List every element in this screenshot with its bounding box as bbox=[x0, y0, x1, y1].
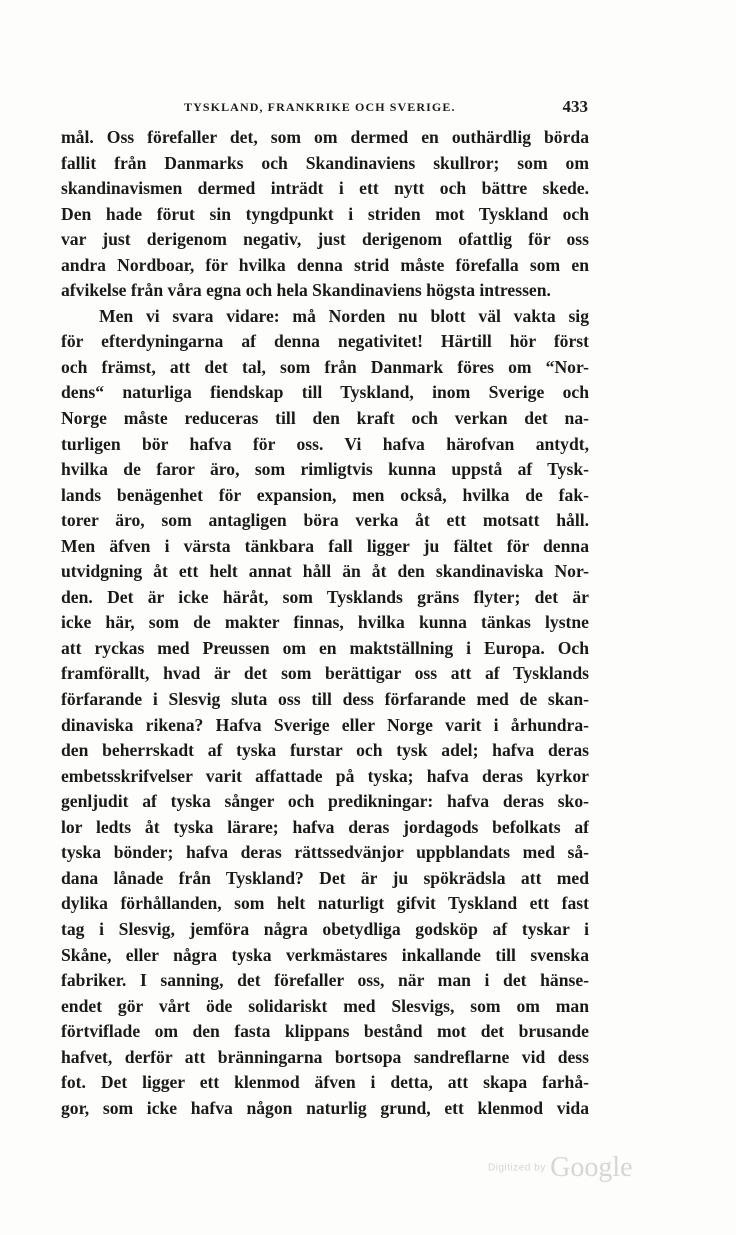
running-title: TYSKLAND, FRANKRIKE OCH SVERIGE. bbox=[184, 100, 456, 114]
text-line: skandinavismen dermed inträdt i ett nytt och bättre skede. bbox=[61, 178, 589, 199]
text-line: genljudit af tyska sånger och predikningar: hafva deras sko- bbox=[61, 791, 589, 812]
text-line: den. Det är icke häråt, som Tysklands gräns flyter; det är bbox=[61, 586, 589, 607]
text-line: endet gör vårt öde solidariskt med Slesvigs, som om man bbox=[61, 995, 589, 1016]
digitized-watermark bbox=[488, 1152, 633, 1184]
google-logo: Google bbox=[550, 1152, 633, 1183]
body-text bbox=[61, 125, 589, 1121]
text-line: andra Nordboar, för hvilka denna strid måste förefalla som en bbox=[61, 254, 589, 275]
text-line: framförallt, hvad är det som berättigar oss att af Tysklands bbox=[61, 663, 589, 684]
text-line: Skåne, eller några tyska verkmästares inkallande till svenska bbox=[61, 944, 589, 965]
text-line: lands benägenhet för expansion, men också, hvilka de fak- bbox=[61, 484, 589, 505]
text-line: fot. Det ligger ett klenmod äfven i detta, att skapa farhå- bbox=[61, 1072, 589, 1093]
text-line: Norge måste reduceras till den kraft och verkan det na- bbox=[61, 408, 589, 429]
text-line: och främst, att det tal, som från Danmark föres om “Nor- bbox=[61, 356, 589, 377]
text-line: förfarande i Slesvig sluta oss till dess förfarande med de skan- bbox=[61, 689, 589, 710]
text-line: Men äfven i värsta tänkbara fall ligger ju fältet för denna bbox=[61, 535, 589, 556]
text-line: afvikelse från våra egna och hela Skandinaviens högsta intressen. bbox=[61, 280, 551, 301]
text-line: den beherrskadt af tyska furstar och tysk adel; hafva deras bbox=[61, 740, 589, 761]
text-line: utvidgning åt ett helt annat håll än åt den skandinaviska Nor- bbox=[61, 561, 589, 582]
text-line: för efterdyningarna af denna negativitet! Härtill hör först bbox=[61, 331, 589, 352]
text-line: mål. Oss förefaller det, som om dermed en outhärdlig börda bbox=[61, 127, 589, 147]
text-line: lor ledts åt tyska lärare; hafva deras jordagods befolkats af bbox=[61, 816, 589, 837]
watermark-prefix: Digitized by bbox=[488, 1162, 546, 1174]
text-line: dana lånade från Tyskland? Det är ju spökrädsla att med bbox=[61, 867, 589, 888]
text-line: turligen bör hafva för oss. Vi hafva härofvan antydt, bbox=[61, 433, 589, 454]
text-line: Men vi svara vidare: må Norden nu blott väl vakta sig bbox=[99, 305, 589, 326]
text-line: fallit från Danmarks och Skandinaviens skullror; som om bbox=[61, 152, 589, 173]
text-line: tag i Slesvig, jemföra några obetydliga godsköp af tyskar i bbox=[61, 918, 589, 939]
text-line: fabriker. I sanning, det förefaller oss, när man i det hänse- bbox=[61, 970, 589, 991]
text-line: embetsskrifvelser varit affattade på tyska; hafva deras kyrkor bbox=[61, 765, 589, 786]
text-line: Den hade förut sin tyngdpunkt i striden mot Tyskland och bbox=[61, 203, 589, 224]
text-line: icke här, som de makter finnas, hvilka kunna tänkas lystne bbox=[61, 612, 589, 633]
text-line: dens“ naturliga fiendskap till Tyskland, inom Sverige och bbox=[61, 382, 589, 403]
page-number: 433 bbox=[562, 97, 588, 116]
text-line: dinaviska rikena? Hafva Sverige eller Norge varit i århundra- bbox=[61, 714, 589, 735]
text-line: torer äro, som antagligen böra verka åt ett motsatt håll. bbox=[61, 510, 589, 531]
text-line: tyska bönder; hafva deras rättssedvänjor uppblandats med så- bbox=[61, 842, 589, 863]
text-line: hafvet, derför att bränningarna bortsopa sandreflarne vid dess bbox=[61, 1046, 589, 1067]
text-line: hvilka de faror äro, som rimligtvis kunna uppstå af Tysk- bbox=[61, 459, 589, 480]
running-header bbox=[120, 97, 600, 121]
text-line: förtviflade om den fasta klippans bestånd mot det brusande bbox=[61, 1021, 589, 1042]
text-line: gor, som icke hafva någon naturlig grund, ett klenmod vida bbox=[61, 1097, 589, 1118]
text-line: att ryckas med Preussen om en maktställning i Europa. Och bbox=[61, 637, 589, 658]
text-line: var just derigenom negativ, just derigenom ofattlig för oss bbox=[61, 229, 589, 250]
text-line: dylika förhållanden, som helt naturligt gifvit Tyskland ett fast bbox=[61, 893, 589, 914]
